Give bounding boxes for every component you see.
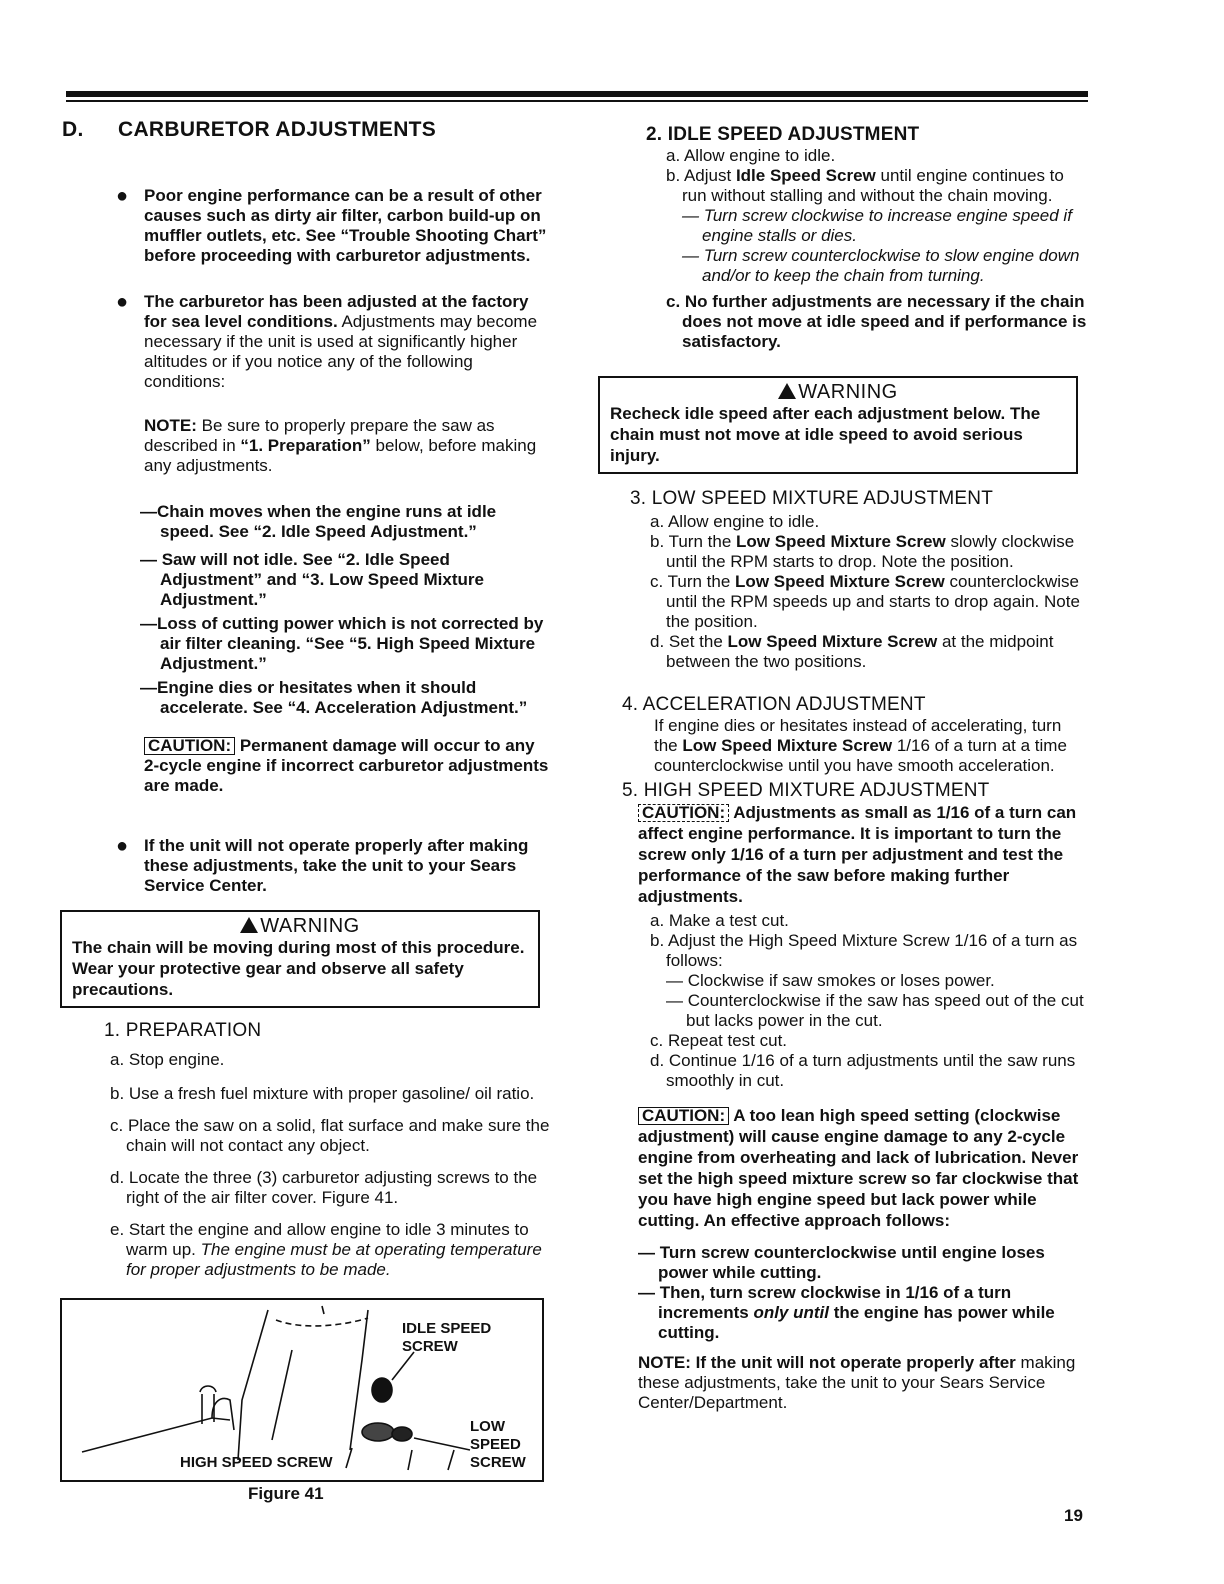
high-screw-icon (392, 1427, 412, 1441)
low-speed-steps (598, 512, 1088, 672)
final-step: — Then, turn screw clockwise in 1/16 of a turn increments only until the engine has power while cutting. (638, 1283, 1055, 1342)
idle-step: a. Allow engine to idle. (666, 146, 836, 165)
note-preparation: NOTE: Be sure to properly prepare the saw as described in “1. Preparation” below, before making any adjustments. (144, 416, 537, 475)
low-step: b. Turn the Low Speed Mixture Screw slowly clockwise until the RPM starts to drop. Note the position. (650, 532, 1075, 571)
high-substep: — Counterclockwise if the saw has speed out of the cut but lacks power in the cut. (666, 991, 1084, 1030)
low-step: c. Turn the Low Speed Mixture Screw counterclockwise until the RPM speeds up and starts to drop again. Note the position. (650, 572, 1080, 631)
warning-box-right (598, 376, 1078, 474)
leader-line (414, 1438, 470, 1450)
prep-step: a. Stop engine. (110, 1050, 225, 1069)
diagram-outline (200, 1386, 216, 1392)
acceleration-text: If engine dies or hesitates instead of accelerating, turn the Low Speed Mixture Screw 1/16 of a turn at a time counterclockwise until you have smooth acceleration. (654, 716, 1067, 775)
low-step: a. Allow engine to idle. (650, 512, 820, 531)
bullet-icon: ● (116, 185, 129, 207)
acceleration-title: 4. ACCELERATION ADJUSTMENT (622, 694, 926, 715)
right-column (598, 124, 1088, 1413)
idle-step: c. No further adjustments are necessary if the chain does not move at idle speed and if performance is satisfactory. (666, 292, 1087, 351)
high-speed-screw-label: HIGH SPEED SCREW (180, 1454, 333, 1471)
final-step: — Turn screw counterclockwise until engine loses power while cutting. (638, 1243, 1045, 1282)
prep-step: b. Use a fresh fuel mixture with proper gasoline/ oil ratio. (110, 1084, 535, 1103)
warning-text: The chain will be moving during most of this procedure. Wear your protective gear and observe all safety precautions. (72, 938, 525, 999)
preparation-title: 1. PREPARATION (104, 1020, 262, 1041)
caution-label: CAUTION: (638, 1107, 729, 1125)
bullet-icon: ● (116, 291, 129, 313)
condition-item: —Chain moves when the engine runs at idle speed. See “2. Idle Speed Adjustment.” (140, 502, 497, 541)
high-speed-steps (598, 911, 1088, 1091)
leader-line (346, 1448, 352, 1468)
section-title: D. CARBURETOR ADJUSTMENTS (62, 118, 437, 141)
final-steps (598, 1243, 1088, 1343)
condition-item: — Saw will not idle. See “2. Idle Speed Adjustment” and “3. Low Speed Mixture Adjustment.” (140, 550, 484, 609)
leader-line (408, 1450, 412, 1470)
idle-substep: — Turn screw clockwise to increase engine speed if engine stalls or dies. (682, 206, 1072, 245)
high-speed-caution: CAUTION: Adjustments as small as 1/16 of a turn can affect engine performance. It is important to turn the screw only 1/16 of a turn per adjustment and test the performance of the saw before making further adjustments. (638, 803, 1077, 906)
bullet-service-center: ● If the unit will not operate properly after making these adjustments, take the unit to your Sears Service Center. (116, 835, 529, 895)
warning-triangle-icon (778, 383, 796, 399)
condition-item: —Loss of cutting power which is not corrected by air filter cleaning. “See “5. High Speed Mixture Adjustment.” (140, 614, 544, 673)
warning-triangle-icon (240, 917, 258, 933)
final-note: NOTE: If the unit will not operate properly after making these adjustments, take the unit to your Sears Service Center/Department. (638, 1353, 1076, 1412)
warning-text: Recheck idle speed after each adjustment below. The chain must not move at idle speed to avoid serious injury. (610, 404, 1041, 465)
figure-41 (60, 1298, 544, 1482)
low-speed-title: 3. LOW SPEED MIXTURE ADJUSTMENT (630, 488, 994, 509)
prep-step: e. Start the engine and allow engine to idle 3 minutes to warm up. The engine must be at operating temperature for proper adjustments to be made. (110, 1220, 542, 1279)
idle-speed-title: 2. IDLE SPEED ADJUSTMENT (646, 124, 920, 145)
idle-substep: — Turn screw counterclockwise to slow engine down and/or to keep the chain from turning. (682, 246, 1080, 285)
high-step: b. Adjust the High Speed Mixture Screw 1/16 of a turn as follows: (650, 931, 1078, 970)
diagram-outline (212, 1399, 234, 1430)
caution-label: CAUTION: (638, 804, 729, 822)
diagram-outline (82, 1418, 230, 1452)
page-number: 19 (1064, 1506, 1083, 1525)
header-rule-thick (66, 91, 1088, 97)
idle-screw-icon (372, 1378, 392, 1402)
condition-item: —Engine dies or hesitates when it should accelerate. See “4. Acceleration Adjustment.” (140, 678, 528, 717)
preparation-steps (60, 1050, 550, 1280)
conditions-list (60, 502, 550, 718)
idle-step: b. Adjust Idle Speed Screw until engine continues to run without stalling and without the chain moving. (666, 166, 1064, 205)
prep-step: c. Place the saw on a solid, flat surface and make sure the chain will not contact any object. (110, 1116, 550, 1155)
diagram-outline (272, 1350, 292, 1440)
bullet-icon: ● (116, 835, 129, 857)
warning-box-left (60, 910, 540, 1008)
low-step: d. Set the Low Speed Mixture Screw at the midpoint between the two positions. (650, 632, 1054, 671)
idle-speed-steps (598, 146, 1088, 352)
diagram-outline (238, 1310, 268, 1460)
diagram-outline (276, 1318, 368, 1326)
leader-line (448, 1450, 454, 1470)
left-column (60, 118, 550, 1280)
low-screw-icon (362, 1423, 394, 1441)
diagram-outline (322, 1306, 324, 1314)
caution-permanent-damage: CAUTION: Permanent damage will occur to any 2-cycle engine if incorrect carburetor adjustments are made. (144, 736, 549, 795)
high-speed-title: 5. HIGH SPEED MIXTURE ADJUSTMENT (622, 780, 990, 801)
high-step: d. Continue 1/16 of a turn adjustments until the saw runs smoothly in cut. (650, 1051, 1076, 1090)
figure-caption: Figure 41 (248, 1484, 324, 1503)
prep-step: d. Locate the three (3) carburetor adjusting screws to the right of the air filter cover. Figure 41. (110, 1168, 538, 1207)
bullet-poor-performance: ● Poor engine performance can be a result of other causes such as dirty air filter, carbon build-up on muffler outlets, etc. See “Trouble Shooting Chart” before proceeding with carburetor adjustments. (116, 185, 547, 265)
leader-line (392, 1352, 414, 1380)
caution-too-lean: CAUTION: A too lean high speed setting (clockwise adjustment) will cause engine damage to any 2-cycle engine from overheating and lack of lubrication. Never set the high speed mixture screw so far clockwise that you have high engine speed but lack power while cutting. An effective approach follows: (638, 1106, 1079, 1230)
bullet-factory-adjusted: ● The carburetor has been adjusted at the factory for sea level conditions. Adjustments may become necessary if the unit is used at significantly higher altitudes or if you notice any of the following conditions: (116, 291, 538, 391)
idle-speed-screw-label: IDLE SPEED SCREW (402, 1320, 492, 1355)
low-speed-screw-label: LOW SPEED SCREW (470, 1418, 526, 1471)
caution-label: CAUTION: (144, 737, 235, 755)
high-step: a. Make a test cut. (650, 911, 789, 930)
high-substep: — Clockwise if saw smokes or loses power. (666, 971, 995, 990)
warning-title: WARNING (610, 382, 1066, 403)
high-step: c. Repeat test cut. (650, 1031, 788, 1050)
header-rule-thin (66, 100, 1088, 102)
warning-title: WARNING (72, 916, 528, 937)
